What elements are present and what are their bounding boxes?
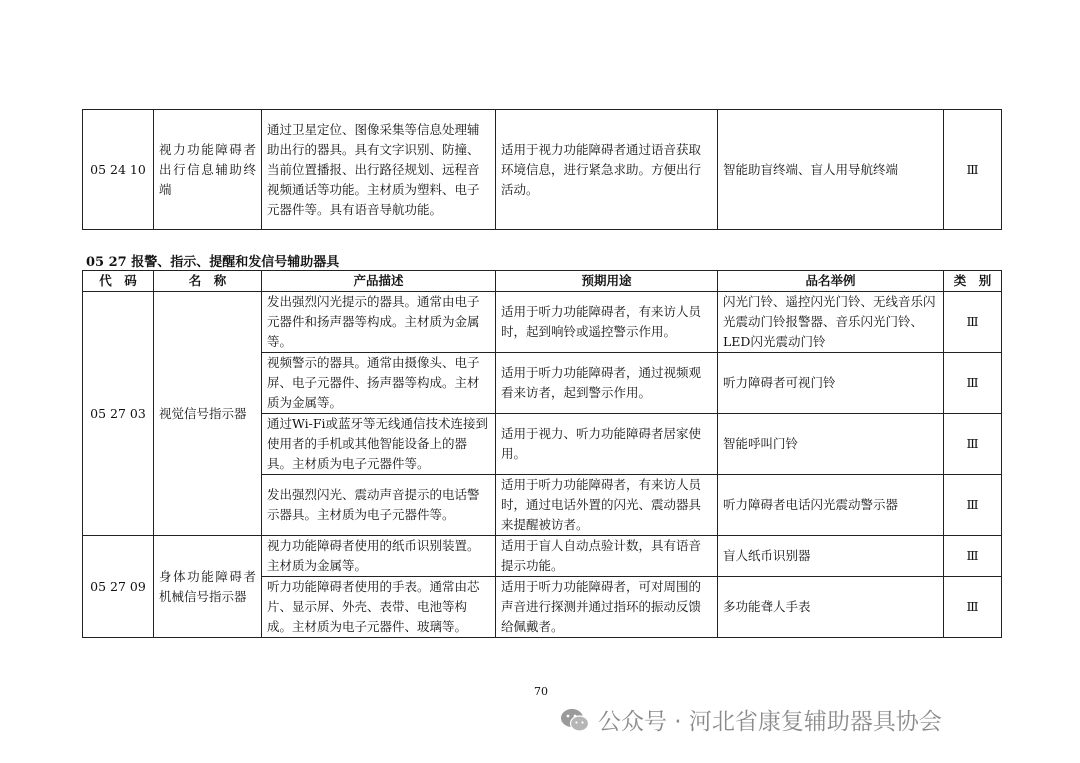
table-row	[83, 110, 1002, 230]
class-cell: Ⅲ	[944, 536, 1002, 577]
usage-cell: 适用于听力功能障碍者，可对周围的声音进行探测并通过指环的振动反馈给佩戴者。	[496, 577, 718, 638]
description-cell: 视力功能障碍者使用的纸币识别装置。主材质为金属等。	[262, 536, 496, 577]
wechat-icon	[560, 707, 590, 733]
table-row	[83, 292, 1002, 353]
code-cell: 05 27 09	[83, 536, 154, 638]
name-cell: 视力功能障碍者出行信息辅助终端	[154, 110, 262, 230]
usage-cell: 适用于听力功能障碍者，有来访人员时，通过电话外置的闪光、震动器具来提醒被访者。	[496, 475, 718, 536]
header-code: 代 码	[83, 271, 154, 292]
examples-cell: 智能呼叫门铃	[718, 414, 944, 475]
description-cell: 发出强烈闪光提示的器具。通常由电子元器件和扬声器等构成。主材质为金属等。	[262, 292, 496, 353]
watermark	[560, 703, 942, 736]
usage-cell: 适用于视力功能障碍者通过语音获取环境信息，进行紧急求助。方便出行活动。	[496, 110, 718, 230]
class-cell: Ⅲ	[944, 110, 1002, 230]
description-cell: 通过Wi-Fi或蓝牙等无线通信技术连接到使用者的手机或其他智能设备上的器具。主材质为电子元器件等。	[262, 414, 496, 475]
table-row	[83, 536, 1002, 577]
header-description: 产品描述	[262, 271, 496, 292]
examples-cell: 盲人纸币识别器	[718, 536, 944, 577]
description-cell: 听力功能障碍者使用的手表。通常由芯片、显示屏、外壳、表带、电池等构成。主材质为电子元器件、玻璃等。	[262, 577, 496, 638]
usage-cell: 适用于视力、听力功能障碍者居家使用。	[496, 414, 718, 475]
name-cell: 身体功能障碍者机械信号指示器	[154, 536, 262, 638]
name-cell: 视觉信号指示器	[154, 292, 262, 536]
description-cell: 通过卫星定位、图像采集等信息处理辅助出行的器具。具有文字识别、防撞、当前位置播报、出行路径规划、远程音视频通话等功能。主材质为塑料、电子元器件等。具有语音导航功能。	[262, 110, 496, 230]
header-usage: 预期用途	[496, 271, 718, 292]
code-cell: 05 27 03	[83, 292, 154, 536]
class-cell: Ⅲ	[944, 414, 1002, 475]
examples-cell: 听力障碍者电话闪光震动警示器	[718, 475, 944, 536]
description-cell: 发出强烈闪光、震动声音提示的电话警示器具。主材质为电子元器件等。	[262, 475, 496, 536]
section-title: 05 27 报警、指示、提醒和发信号辅助器具	[86, 255, 340, 270]
class-cell: Ⅲ	[944, 475, 1002, 536]
examples-cell: 听力障碍者可视门铃	[718, 353, 944, 414]
usage-cell: 适用于盲人自动点验计数，具有语音提示功能。	[496, 536, 718, 577]
examples-cell: 智能助盲终端、盲人用导航终端	[718, 110, 944, 230]
table-05-27	[82, 270, 1002, 638]
table-header-row	[83, 271, 1002, 292]
code-cell: 05 24 10	[83, 110, 154, 230]
examples-cell: 闪光门铃、遥控闪光门铃、无线音乐闪光震动门铃报警器、音乐闪光门铃、LED闪光震动门铃	[718, 292, 944, 353]
page-number: 70	[534, 685, 548, 698]
examples-cell: 多功能聋人手表	[718, 577, 944, 638]
class-cell: Ⅲ	[944, 292, 1002, 353]
usage-cell: 适用于听力功能障碍者，通过视频观看来访者，起到警示作用。	[496, 353, 718, 414]
header-examples: 品名举例	[718, 271, 944, 292]
class-cell: Ⅲ	[944, 577, 1002, 638]
watermark-text: 公众号 · 河北省康复辅助器具协会	[598, 709, 942, 735]
table-05-24	[82, 109, 1002, 230]
header-name: 名 称	[154, 271, 262, 292]
header-class: 类 别	[944, 271, 1002, 292]
usage-cell: 适用于听力功能障碍者，有来访人员时，起到响铃或遥控警示作用。	[496, 292, 718, 353]
class-cell: Ⅲ	[944, 353, 1002, 414]
description-cell: 视频警示的器具。通常由摄像头、电子屏、电子元器件、扬声器等构成。主材质为金属等。	[262, 353, 496, 414]
